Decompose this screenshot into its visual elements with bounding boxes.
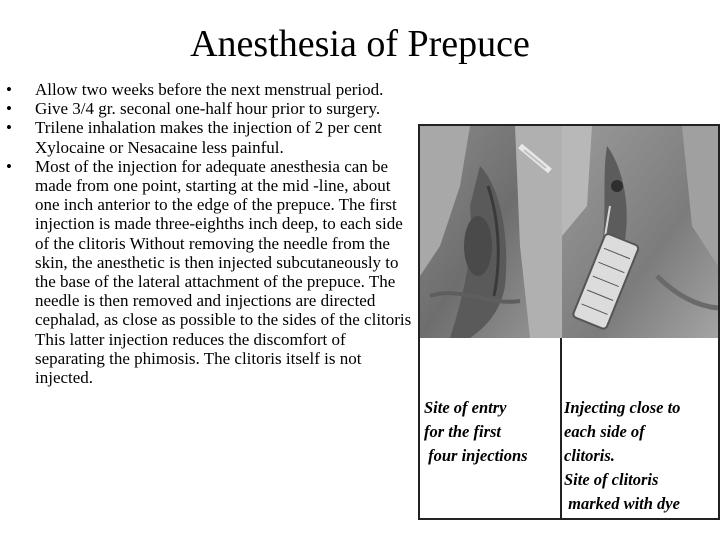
bullet-text: Give 3/4 gr. seconal one-half hour prior to surgery. [35,99,381,119]
bullet-item [6,118,418,156]
bullet-text: Most of the injection for adequate anesthesia can be made from one point, starting at the mid -line, about one inch anterior to the edge of the prepuce. The first injection is made three-eighths inch deep, to each side of the clitoris Without removing the needle from the skin, the anesthetic is then injected subcutaneously to the base of the lateral attachment of the prepuce. The needle is then removed and injections are directed cephalad, as close as possible to the sides of the clitoris This latter injection reduces the discomfort of separating the phimosis. The clitoris itself is not injected. [35,156,412,388]
caption-site-of-entry: Site of entry for the first four injections [424,398,528,465]
bullet-item [6,99,418,118]
bullet-marker: • [6,118,12,138]
bullet-item [6,80,418,99]
caption-divider [560,338,562,520]
bullet-marker: • [6,99,12,119]
slide-title: Anesthesia of Prepuce [190,23,530,65]
clinical-figure [418,124,720,520]
photo-injecting-clitoris [562,126,718,338]
bullet-text: Allow two weeks before the next menstrual period. [35,80,384,99]
grayscale-photo-left [420,126,562,338]
bullet-marker: • [6,156,12,176]
bullet-marker: • [6,80,12,99]
grayscale-photo-right [562,126,718,338]
caption-injecting: Injecting close to each side of clitoris. Site of clitoris marked with dye [564,398,681,513]
photo-site-of-entry [420,126,562,338]
bullet-list [6,80,418,387]
bullet-text: Trilene inhalation makes the injection of 2 per cent Xylocaine or Nesacaine less painful. [35,118,382,157]
bullet-item [6,157,418,387]
